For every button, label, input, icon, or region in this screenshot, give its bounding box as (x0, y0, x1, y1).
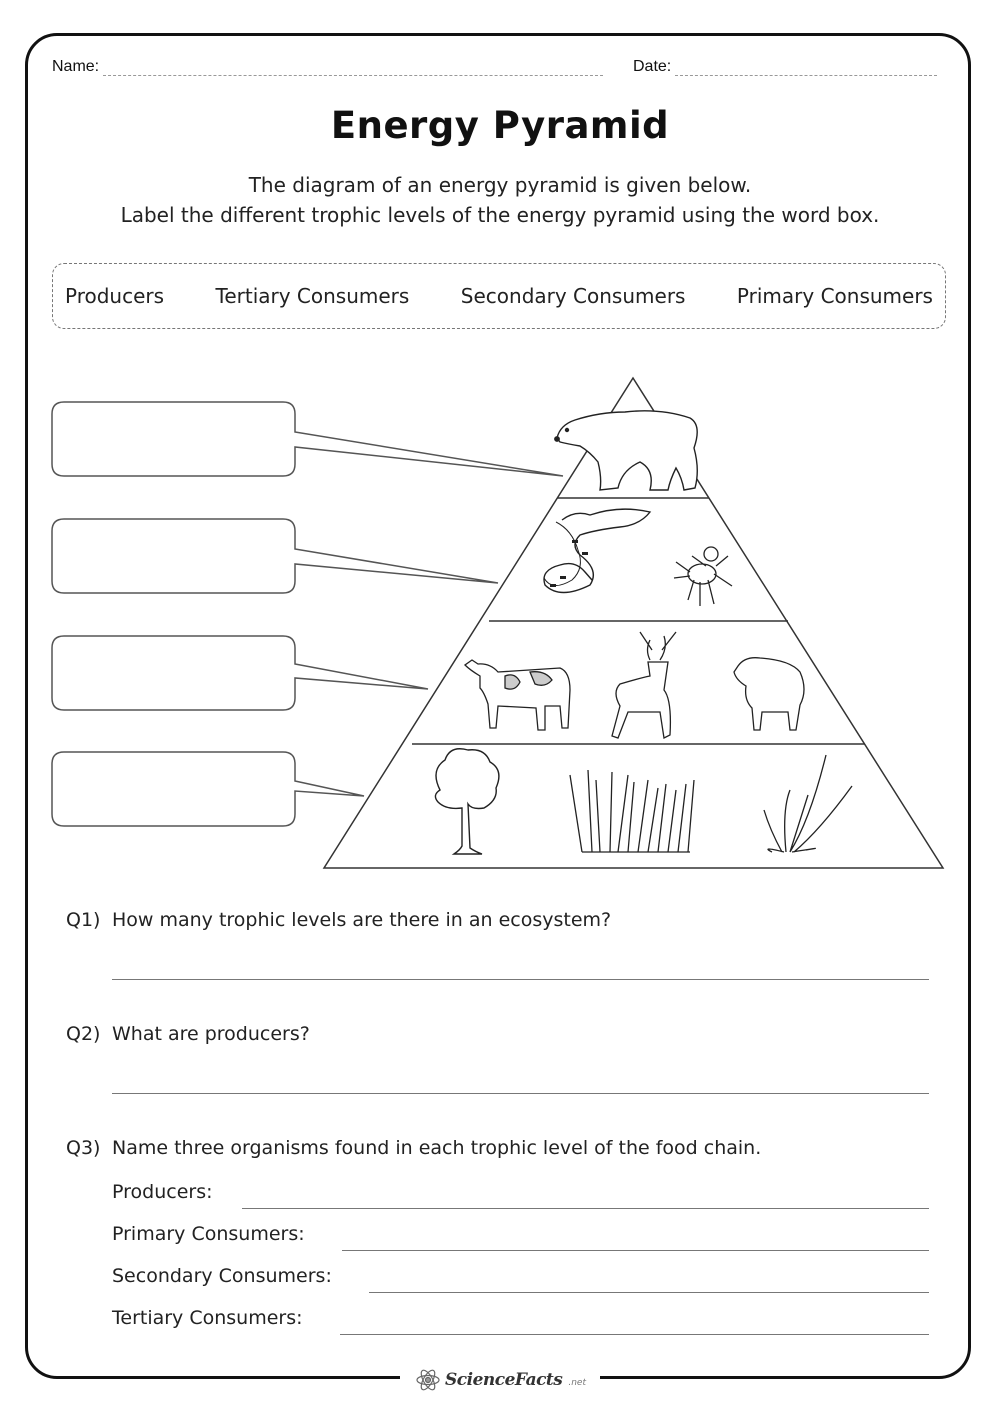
polar-bear-icon (555, 411, 697, 490)
q3-primary-consumers-label: Primary Consumers: (112, 1223, 305, 1245)
q3-tertiary-consumers-label: Tertiary Consumers: (112, 1307, 303, 1329)
sheep-icon (734, 658, 804, 730)
question-3 (0, 1137, 1000, 1167)
word-tertiary-consumers: Tertiary Consumers (215, 284, 410, 308)
q1-answer-line[interactable] (112, 979, 929, 980)
grass-icon (570, 770, 694, 852)
brand-name: ScienceFacts (445, 1370, 563, 1390)
date-label: Date: (633, 58, 672, 75)
cow-icon (465, 660, 570, 730)
q1-number: Q1) (66, 909, 101, 931)
q3-secondary-consumers-label: Secondary Consumers: (112, 1265, 332, 1287)
instruction-line-1: The diagram of an energy pyramid is given below. (248, 173, 752, 197)
question-1 (0, 909, 1000, 939)
plant-icon (764, 755, 852, 852)
instruction-line-2: Label the different trophic levels of the energy pyramid using the word box. (120, 203, 880, 227)
name-label: Name: (52, 58, 100, 75)
q3-primary-consumers-line[interactable] (342, 1250, 929, 1251)
q3-number: Q3) (66, 1137, 101, 1159)
word-producers: Producers (65, 284, 165, 308)
q3-text: Name three organisms found in each trophic level of the food chain. (112, 1137, 762, 1159)
sciencefacts-logo (415, 1365, 586, 1395)
word-secondary-consumers: Secondary Consumers (460, 284, 686, 308)
q2-number: Q2) (66, 1023, 101, 1045)
q3-producers-line[interactable] (242, 1208, 929, 1209)
label-box-2 (52, 519, 498, 593)
label-box-3 (52, 636, 428, 710)
atom-icon (415, 1367, 441, 1393)
tree-icon (435, 749, 498, 854)
word-primary-consumers: Primary Consumers (736, 284, 933, 308)
label-box-4 (52, 752, 364, 826)
page-title: Energy Pyramid (330, 104, 670, 147)
q3-secondary-consumers-line[interactable] (369, 1292, 929, 1293)
q3-tertiary-consumers-line[interactable] (340, 1334, 929, 1335)
q2-text: What are producers? (112, 1023, 310, 1045)
brand-suffix: .net (568, 1378, 586, 1388)
question-2 (0, 1023, 1000, 1053)
snake-icon (544, 509, 650, 592)
q3-producers-label: Producers: (112, 1181, 213, 1203)
deer-icon (612, 632, 676, 738)
spider-icon (674, 547, 732, 606)
label-box-1 (52, 402, 563, 476)
q2-answer-line[interactable] (112, 1093, 929, 1094)
q1-text: How many trophic levels are there in an ecosystem? (112, 909, 612, 931)
